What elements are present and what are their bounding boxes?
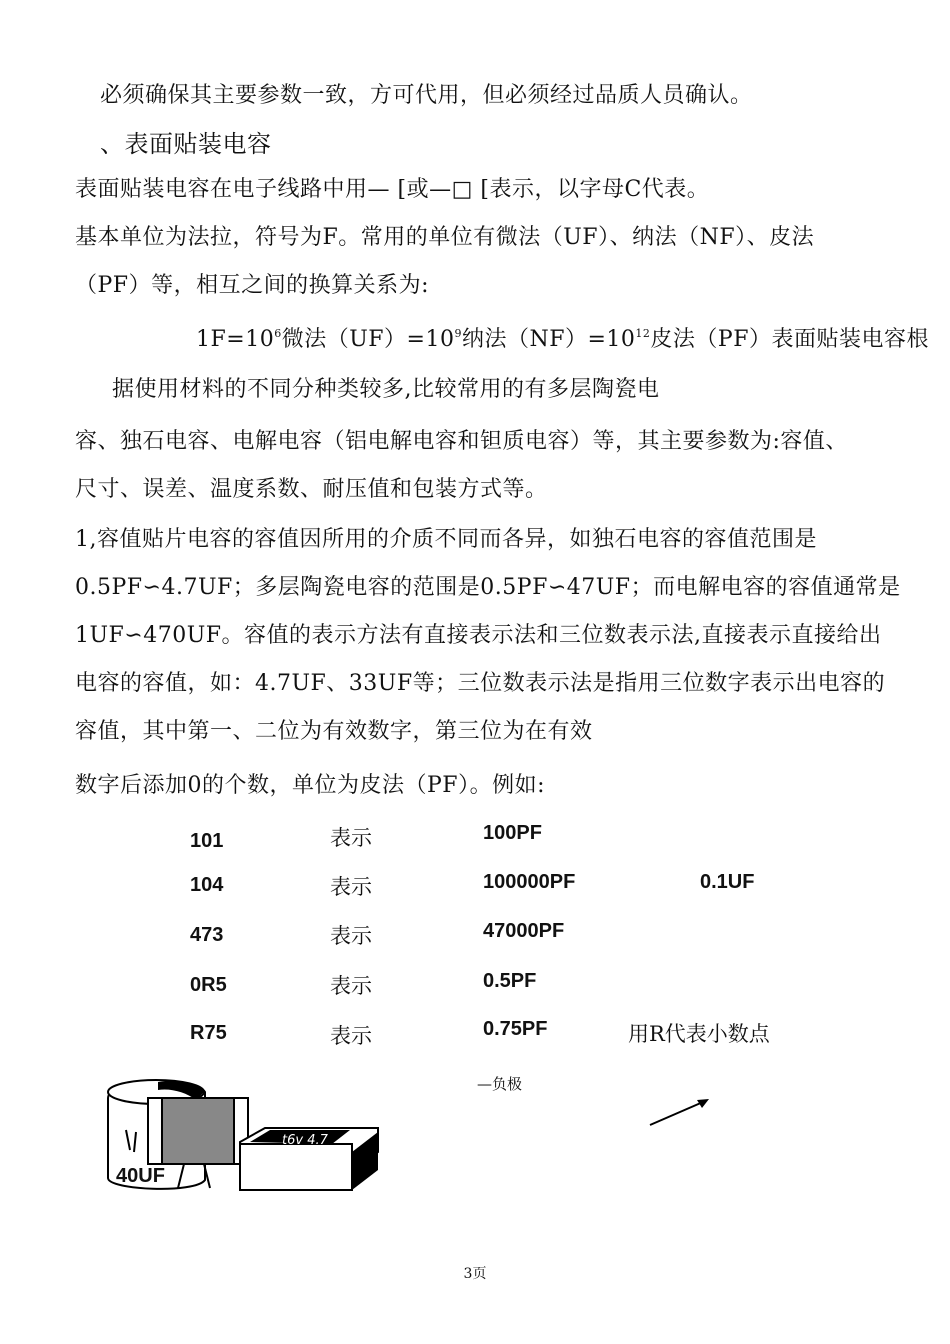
section-heading: 、表面贴装电容 [100,130,272,158]
paragraph-line: 基本单位为法拉，符号为F。常用的单位有微法（UF）、纳法（NF）、皮法 [75,225,815,250]
example-value: 100000PF [483,871,576,893]
example-code: R75 [190,1022,227,1044]
example-note: 0.1UF [700,871,755,893]
chip-marking: t6v 4.7 [282,1133,328,1148]
example-value: 0.5PF [483,970,537,992]
paragraph-line: 表面贴装电容在电子线路中用— [或—□ [表示，以字母C代表。 [75,177,710,202]
paragraph-line: 容值，其中第一、二位为有效数字，第三位为在有效 [75,719,593,744]
paragraph-line: 数字后添加0的个数，单位为皮法（PF）。例如: [75,773,545,798]
example-code: 473 [190,924,224,946]
capacitor-label: 40UF [116,1165,165,1187]
paragraph-line: 0.5PF∽4.7UF；多层陶瓷电容的范围是0.5PF∽47UF；而电解电容的容值通常是 [75,575,901,600]
formula-part: 1F=10 [196,327,275,352]
example-code: 0R5 [190,974,227,996]
paragraph-line: 电容的容值，如：4.7UF、33UF等；三位数表示法是指用三位数字表示出电容的 [75,671,886,696]
page-number: 3页 [463,1266,487,1282]
example-word: 表示 [330,924,372,948]
paragraph-line: 1UF∽470UF。容值的表示方法有直接表示法和三位数表示法,直接表示直接给出 [75,623,882,648]
example-word: 表示 [330,974,372,998]
paragraph-line: 尺寸、误差、温度系数、耐压值和包装方式等。 [75,477,548,502]
arrow-icon [645,1092,715,1132]
formula-part: 微法（UF）=10 [281,327,455,352]
formula-part: 纳法（NF）=10 [461,327,636,352]
example-word: 表示 [330,1024,372,1048]
negative-pole-label: —负极 [477,1075,523,1093]
example-note: 用R代表小数点 [628,1022,770,1046]
example-code: 101 [190,830,224,852]
formula-exponent: 9 [454,327,462,340]
example-value: 0.75PF [483,1018,548,1040]
formula-exponent: 6 [274,327,282,340]
example-value: 47000PF [483,920,565,942]
paragraph-line: 1,容值贴片电容的容值因所用的介质不同而各异，如独石电容的容值范围是 [75,527,817,552]
paragraph-line: 据使用材料的不同分种类较多,比较常用的有多层陶瓷电 [112,377,660,402]
example-value: 100PF [483,822,542,844]
paragraph-line: （PF）等，相互之间的换算关系为: [75,273,429,298]
example-word: 表示 [330,875,372,899]
paragraph-line: 容、独石电容、电解电容（铝电解电容和钽质电容）等，其主要参数为:容值、 [75,429,848,454]
example-code: 104 [190,874,224,896]
formula-part: 皮法（PF）表面贴装电容根 [650,327,929,352]
formula-line [196,322,929,353]
paragraph-line: 必须确保其主要参数一致，方可代用，但必须经过品质人员确认。 [100,83,753,108]
formula-exponent: 12 [635,327,651,340]
example-word: 表示 [330,826,372,850]
